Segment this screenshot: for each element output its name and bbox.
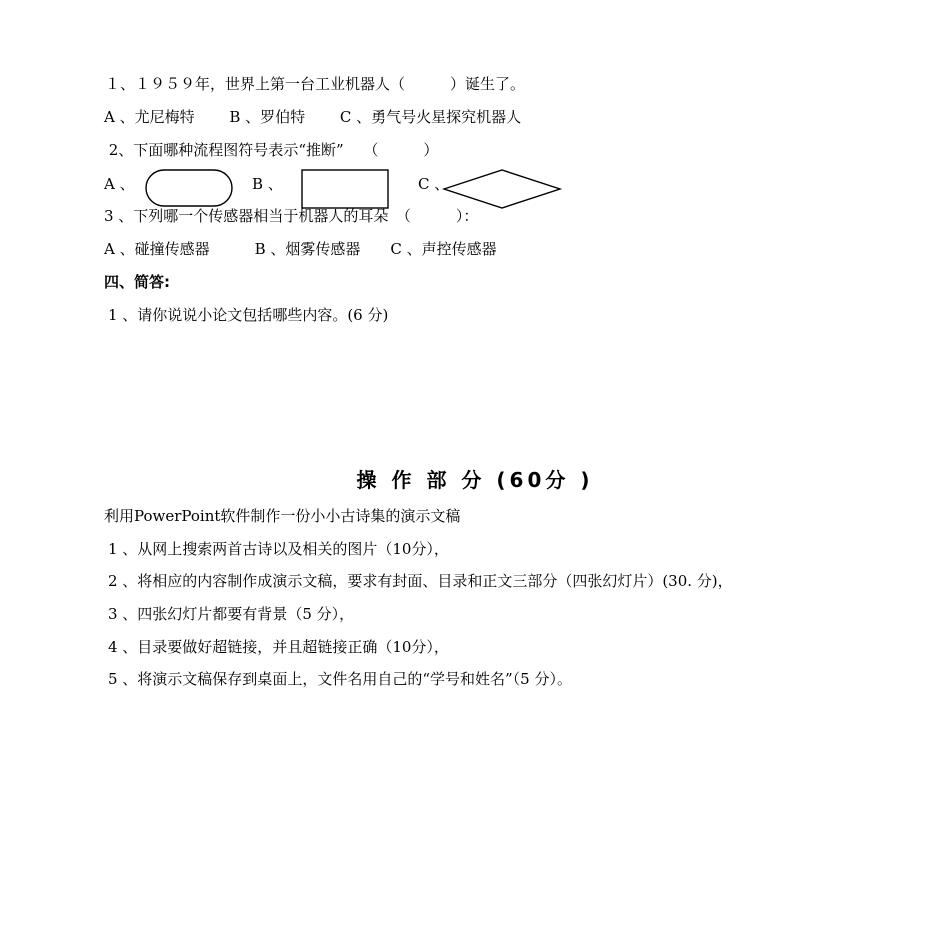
question-3-options: A 、碰撞传感器 B 、烟雾传感器 C 、声控传感器 — [104, 240, 497, 258]
terminator-shape-icon — [145, 169, 233, 207]
question-2-option-b-label: B 、 — [252, 175, 283, 193]
question-2-stem: 2、下面哪种流程图符号表示“推断” （ ） — [104, 141, 439, 159]
process-rectangle-icon — [301, 169, 389, 209]
practical-item: 1 、从网上搜索两首古诗以及相关的图片（10分）， — [108, 540, 449, 558]
question-1-stem: １、１９５９年，世界上第一台工业机器人（ ）诞生了。 — [105, 75, 526, 93]
question-3-stem: 3 、下列哪一个传感器相当于机器人的耳朵 （ ）： — [104, 207, 479, 225]
practical-intro: 利用PowerPoint软件制作一份小小古诗集的演示文稿 — [104, 507, 461, 525]
question-2-option-c-label: C 、 — [418, 175, 450, 193]
practical-item: 2 、将相应的内容制作成演示文稿，要求有封面、目录和正文三部分（四张幻灯片）(30. 分)， — [108, 572, 733, 590]
question-2-option-a-label: A 、 — [104, 175, 135, 193]
question-1-options: A 、尤尼梅特 B 、罗伯特 C 、勇气号火星探究机器人 — [104, 108, 522, 126]
section-4-heading: 四、简答: — [104, 273, 170, 291]
section-4-question-1: 1 、请你说说小论文包括哪些内容。(6 分) — [108, 306, 389, 324]
decision-diamond-icon — [443, 169, 561, 209]
practical-title: 操 作 部 分 (60分 ) — [356, 468, 594, 492]
practical-item: 3 、四张幻灯片都要有背景（5 分）， — [108, 605, 355, 623]
practical-item: 4 、目录要做好超链接，并且超链接正确（10分）， — [108, 638, 449, 656]
practical-item: 5 、将演示文稿保存到桌面上，文件名用自己的“学号和姓名”（5 分）。 — [108, 670, 572, 688]
